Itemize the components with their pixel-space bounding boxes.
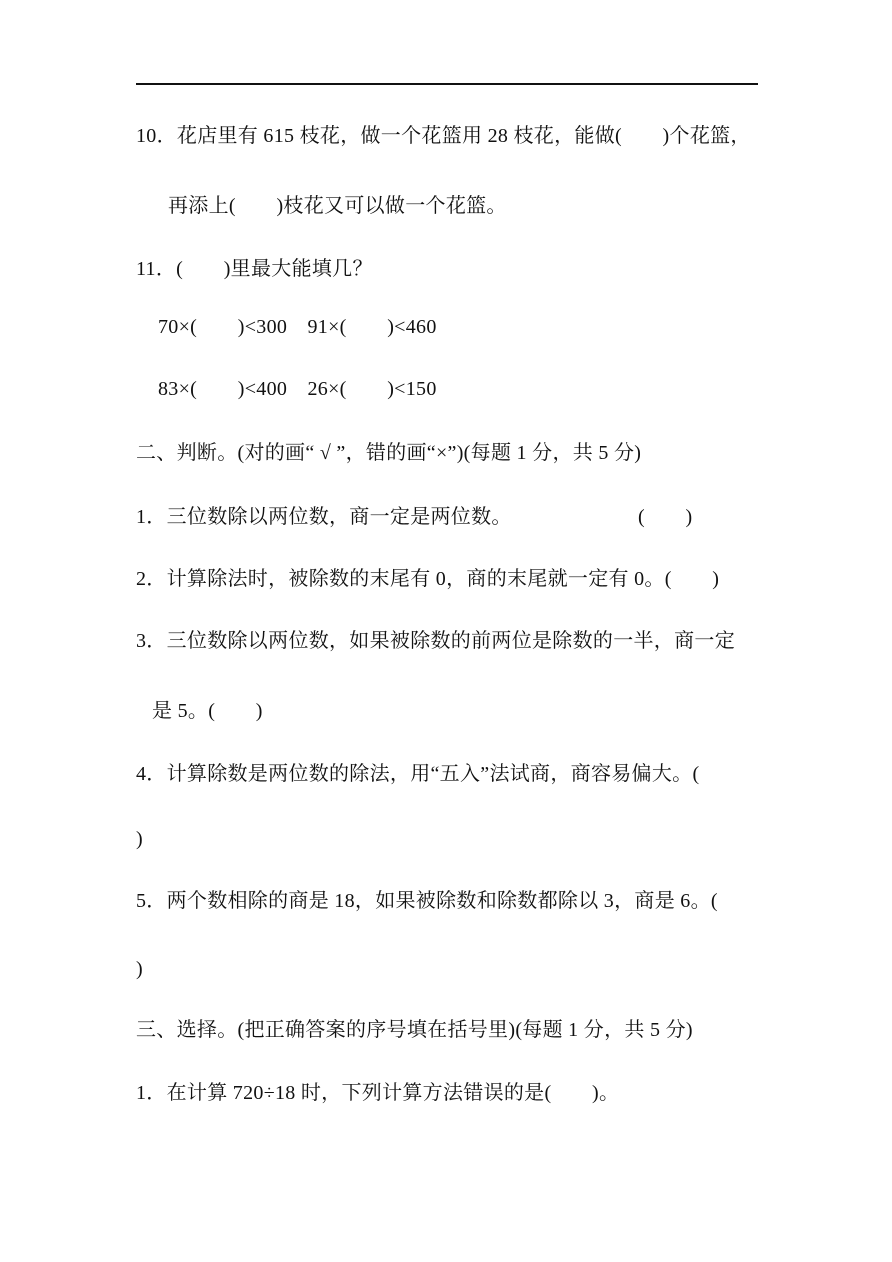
judge-4-line-1: 4．计算除数是两位数的除法，用“五入”法试商，商容易偏大。(: [136, 763, 700, 785]
judge-5-line-1: 5．两个数相除的商是 18，如果被除数和除数都除以 3，商是 6。(: [136, 890, 718, 912]
question-11-stem: 11．( )里最大能填几？: [136, 258, 373, 280]
choice-1-text: 1．在计算 720÷18 时，下列计算方法错误的是( )。: [136, 1082, 620, 1104]
judge-1-text: 1．三位数除以两位数，商一定是两位数。: [136, 506, 512, 528]
section-2-heading: 二、判断。(对的画“ √ ”，错的画“×”)(每题 1 分，共 5 分): [136, 442, 642, 464]
judge-1-answer-blank: ( ): [638, 506, 693, 528]
judge-5-line-2: ): [136, 958, 143, 980]
judge-3-line-1: 3．三位数除以两位数，如果被除数的前两位是除数的一半，商一定: [136, 630, 735, 652]
question-11-row-2: 83×( )<400 26×( )<150: [158, 378, 437, 400]
judge-2-text: 2．计算除法时，被除数的末尾有 0，商的末尾就一定有 0。( ): [136, 568, 720, 590]
question-10-line-1: 10．花店里有 615 枝花，做一个花篮用 28 枝花，能做( )个花篮，: [136, 125, 751, 147]
header-rule: [136, 83, 758, 85]
judge-3-line-2: 是 5。( ): [152, 700, 263, 722]
section-3-heading: 三、选择。(把正确答案的序号填在括号里)(每题 1 分，共 5 分): [136, 1019, 693, 1041]
question-11-row-1: 70×( )<300 91×( )<460: [158, 316, 437, 338]
judge-4-line-2: ): [136, 828, 143, 850]
question-10-line-2: 再添上( )枝花又可以做一个花篮。: [168, 195, 507, 217]
